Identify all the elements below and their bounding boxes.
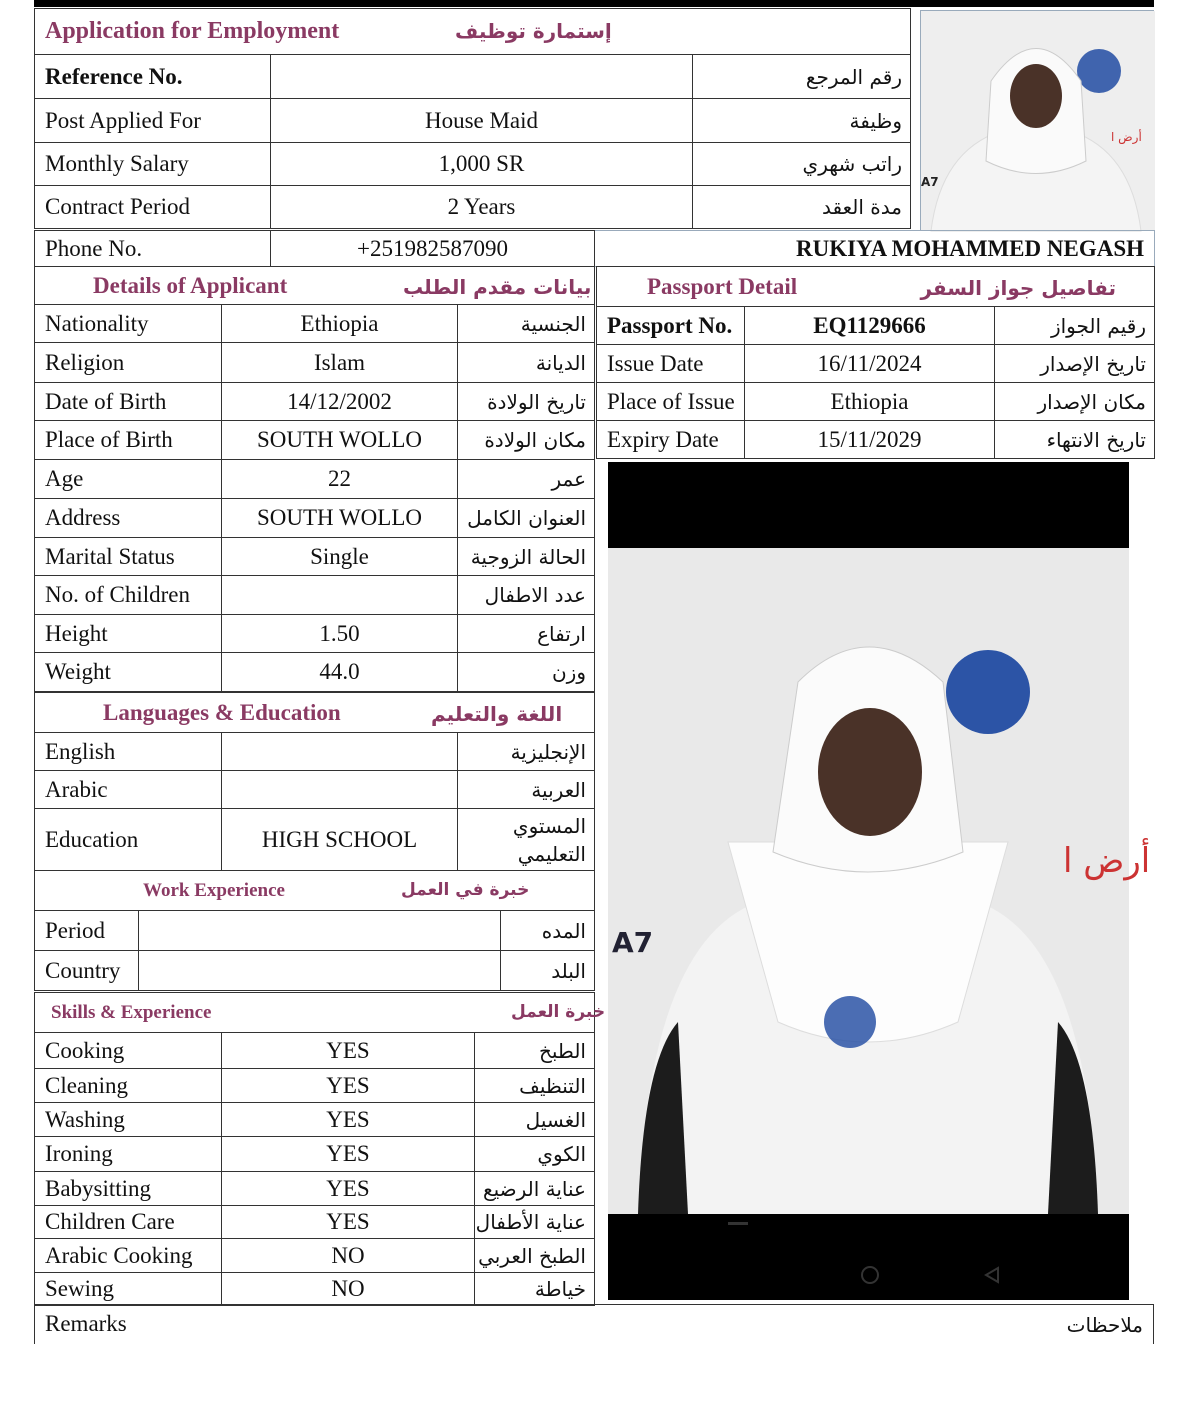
skill-label: Washing <box>35 1103 222 1137</box>
place-of-issue-row <box>597 383 1155 421</box>
skill-label-ar: عناية الرضيع <box>475 1172 595 1206</box>
country-label-ar: البلد <box>501 951 595 991</box>
applicant-label-ar: وزن <box>458 653 595 692</box>
issue-date-label-ar: تاريخ الإصدار <box>995 345 1155 383</box>
applicant-value: 14/12/2002 <box>222 383 458 421</box>
passport-number-label-ar: رقيم الجواز <box>995 307 1155 345</box>
photo-brand-text-large: أرض ا <box>1063 841 1151 881</box>
skill-label-ar: عناية الأطفال <box>475 1206 595 1239</box>
contract-row <box>35 186 911 229</box>
applicant-label-ar: الحالة الزوجية <box>458 538 595 576</box>
phone-label: Phone No. <box>35 231 271 267</box>
expiry-date-label: Expiry Date <box>597 421 745 459</box>
skill-label: Sewing <box>35 1273 222 1306</box>
skill-value: YES <box>222 1033 475 1069</box>
reference-value <box>271 55 693 99</box>
passport-section-title-ar: تفاصيل جواز السفر <box>920 276 1116 300</box>
skill-value: YES <box>222 1103 475 1137</box>
languages-section-title-ar: اللغة والتعليم <box>431 702 563 726</box>
photo-brand-text-small: أرض ا <box>1111 130 1142 144</box>
applicant-details-table <box>34 266 595 692</box>
skill-row <box>35 1172 595 1206</box>
applicant-row <box>35 576 595 615</box>
country-label: Country <box>35 951 139 991</box>
applicant-label: Age <box>35 460 222 499</box>
period-value <box>139 911 501 951</box>
skill-label-ar: التنظيف <box>475 1069 595 1103</box>
english-value <box>222 733 458 771</box>
applicant-section-title-ar: بيانات مقدم الطلب <box>403 275 592 299</box>
language-row-english <box>35 733 595 771</box>
applicant-value: SOUTH WOLLO <box>222 499 458 538</box>
post-label-ar: وظيفة <box>693 99 911 143</box>
photo-badge-large: A7 <box>612 926 654 959</box>
applicant-label-ar: مكان الولادة <box>458 421 595 460</box>
skill-label: Cleaning <box>35 1069 222 1103</box>
skill-label: Ironing <box>35 1137 222 1172</box>
applicant-value: 1.50 <box>222 615 458 653</box>
skill-row <box>35 1137 595 1172</box>
applicant-label: No. of Children <box>35 576 222 615</box>
skill-row <box>35 1069 595 1103</box>
education-label-ar: المستوي التعليمي <box>458 809 595 871</box>
contract-label: Contract Period <box>35 186 271 229</box>
remarks-label: Remarks <box>45 1311 127 1336</box>
skill-label-ar: خياطة <box>475 1273 595 1306</box>
skill-value: YES <box>222 1172 475 1206</box>
remarks-row <box>34 1304 1154 1344</box>
skill-value: YES <box>222 1206 475 1239</box>
applicant-label: Weight <box>35 653 222 692</box>
work-section-title-en: Work Experience <box>143 880 285 901</box>
education-row <box>35 809 595 871</box>
expiry-date-row <box>597 421 1155 459</box>
skill-value: YES <box>222 1069 475 1103</box>
phone-value: +251982587090 <box>271 231 595 267</box>
issue-date-row <box>597 345 1155 383</box>
expiry-date-label-ar: تاريخ الانتهاء <box>995 421 1155 459</box>
arabic-value <box>222 771 458 809</box>
passport-section-title-en: Passport Detail <box>647 274 798 299</box>
skill-label: Babysitting <box>35 1172 222 1206</box>
skill-row <box>35 1206 595 1239</box>
photo-badge-small: A7 <box>921 175 939 189</box>
skills-section-title-en: Skills & Experience <box>51 1002 212 1023</box>
passport-number-row <box>597 307 1155 345</box>
contract-label-ar: مدة العقد <box>693 186 911 229</box>
skill-row <box>35 1033 595 1069</box>
applicant-value: 44.0 <box>222 653 458 692</box>
language-row-arabic <box>35 771 595 809</box>
work-country-row <box>35 951 595 991</box>
applicant-label-ar: العنوان الكامل <box>458 499 595 538</box>
languages-section-title-en: Languages & Education <box>103 700 341 725</box>
work-experience-table <box>34 870 595 991</box>
reference-label: Reference No. <box>35 55 271 99</box>
post-label: Post Applied For <box>35 99 271 143</box>
issue-date-value: 16/11/2024 <box>745 345 995 383</box>
skill-label-ar: الكوي <box>475 1137 595 1172</box>
skill-label: Cooking <box>35 1033 222 1069</box>
applicant-row <box>35 538 595 576</box>
skill-value: NO <box>222 1273 475 1306</box>
applicant-row <box>35 615 595 653</box>
expiry-date-value: 15/11/2029 <box>745 421 995 459</box>
issue-date-label: Issue Date <box>597 345 745 383</box>
contract-value: 2 Years <box>271 186 693 229</box>
applicant-label: Nationality <box>35 305 222 343</box>
skill-value: YES <box>222 1137 475 1172</box>
passport-number-value: EQ1129666 <box>745 307 995 345</box>
applicant-label-ar: عدد الاطفال <box>458 576 595 615</box>
skill-label-ar: الغسيل <box>475 1103 595 1137</box>
form-title-en: Application for Employment <box>45 18 340 44</box>
applicant-row <box>35 383 595 421</box>
applicant-label-ar: عمر <box>458 460 595 499</box>
period-label-ar: المده <box>501 911 595 951</box>
applicant-label: Religion <box>35 343 222 383</box>
skills-table <box>34 992 606 1306</box>
applicant-value <box>222 576 458 615</box>
applicant-row <box>35 305 595 343</box>
english-label: English <box>35 733 222 771</box>
skill-label-ar: الطبخ <box>475 1033 595 1069</box>
applicant-section-title-en: Details of Applicant <box>93 273 288 298</box>
applicant-row <box>35 421 595 460</box>
header-title-row <box>35 9 911 55</box>
applicant-photo-large <box>608 462 1151 1300</box>
applicant-name: RUKIYA MOHAMMED NEGASH <box>595 231 1155 267</box>
reference-row <box>35 55 911 99</box>
applicant-label: Marital Status <box>35 538 222 576</box>
english-label-ar: الإنجليزية <box>458 733 595 771</box>
skill-value: NO <box>222 1239 475 1273</box>
applicant-row <box>35 499 595 538</box>
work-section-title-ar: خبرة في العمل <box>401 880 530 900</box>
post-value: House Maid <box>271 99 693 143</box>
post-row <box>35 99 911 143</box>
applicant-row <box>35 460 595 499</box>
phone-name-table <box>34 230 1155 267</box>
salary-label: Monthly Salary <box>35 143 271 186</box>
period-label: Period <box>35 911 139 951</box>
applicant-row <box>35 653 595 692</box>
form-title-ar: إستمارة توظيف <box>455 19 612 43</box>
applicant-label: Address <box>35 499 222 538</box>
salary-row <box>35 143 911 186</box>
arabic-label-ar: العربية <box>458 771 595 809</box>
passport-table <box>596 266 1155 459</box>
applicant-label-ar: تاريخ الولادة <box>458 383 595 421</box>
skill-label-ar: الطبخ العربي <box>475 1239 595 1273</box>
applicant-value: 22 <box>222 460 458 499</box>
place-of-issue-label: Place of Issue <box>597 383 745 421</box>
applicant-value: Single <box>222 538 458 576</box>
applicant-value: Islam <box>222 343 458 383</box>
employment-header-table <box>34 8 911 229</box>
passport-number-label: Passport No. <box>597 307 745 345</box>
applicant-label: Place of Birth <box>35 421 222 460</box>
place-of-issue-label-ar: مكان الإصدار <box>995 383 1155 421</box>
applicant-label-ar: الجنسية <box>458 305 595 343</box>
languages-table <box>34 692 595 871</box>
place-of-issue-value: Ethiopia <box>745 383 995 421</box>
remarks-label-ar: ملاحظات <box>1066 1313 1143 1337</box>
skill-label: Children Care <box>35 1206 222 1239</box>
salary-value: 1,000 SR <box>271 143 693 186</box>
skill-label: Arabic Cooking <box>35 1239 222 1273</box>
arabic-label: Arabic <box>35 771 222 809</box>
applicant-label-ar: ارتفاع <box>458 615 595 653</box>
top-border <box>34 0 1154 7</box>
applicant-row <box>35 343 595 383</box>
skill-row <box>35 1239 595 1273</box>
applicant-value: SOUTH WOLLO <box>222 421 458 460</box>
reference-label-ar: رقم المرجع <box>693 55 911 99</box>
education-label: Education <box>35 809 222 871</box>
salary-label-ar: راتب شهري <box>693 143 911 186</box>
skills-section-title-ar: خبرة العمل <box>511 1002 606 1022</box>
applicant-value: Ethiopia <box>222 305 458 343</box>
applicant-label: Date of Birth <box>35 383 222 421</box>
work-period-row <box>35 911 595 951</box>
applicant-photo-small <box>920 10 1154 230</box>
applicant-label-ar: الديانة <box>458 343 595 383</box>
skill-row <box>35 1273 595 1306</box>
education-value: HIGH SCHOOL <box>222 809 458 871</box>
applicant-label: Height <box>35 615 222 653</box>
skill-row <box>35 1103 595 1137</box>
country-value <box>139 951 501 991</box>
